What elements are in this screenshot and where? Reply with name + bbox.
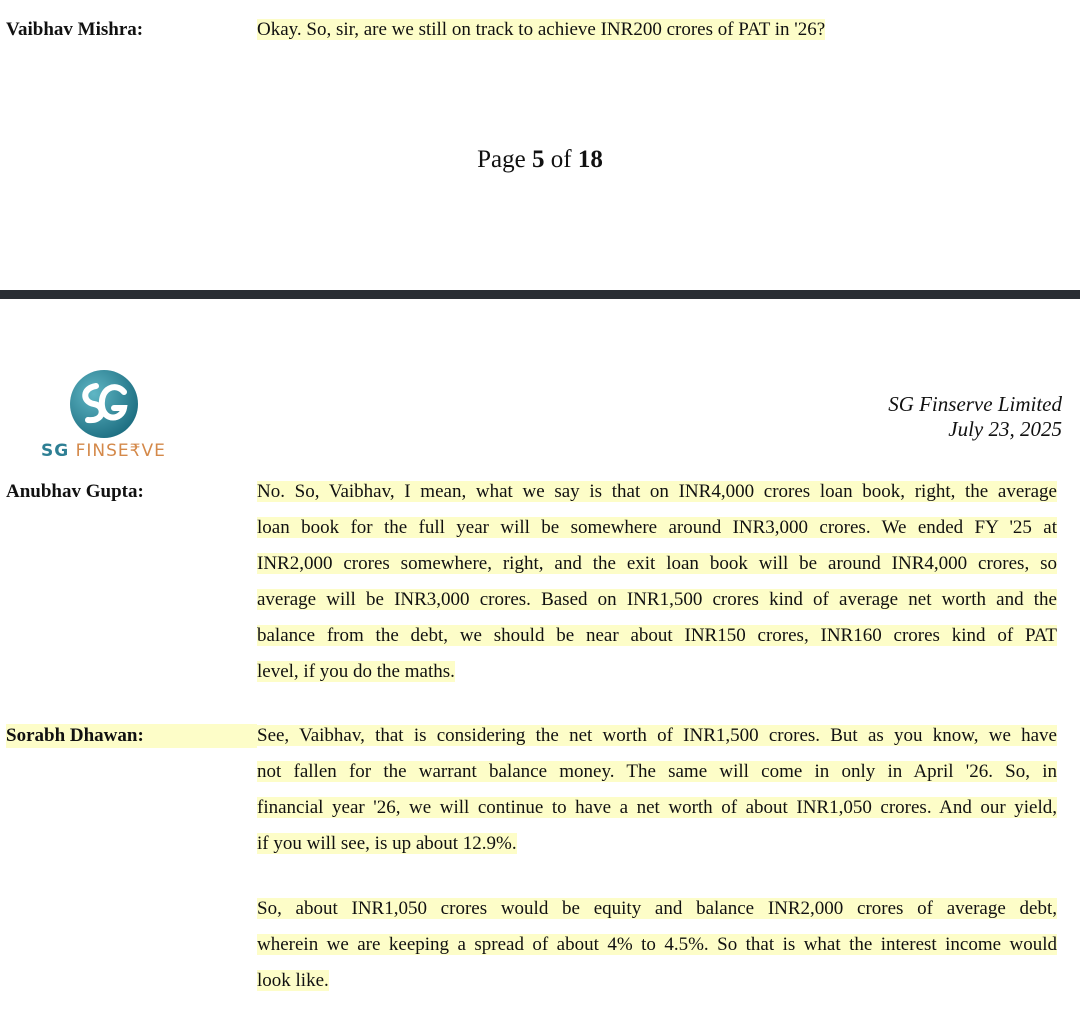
answer-line: average will be INR3,000 crores. Based on INR1,500 crores kind of average net worth and the [257,589,1057,610]
page-of: of [544,146,578,173]
question-text [257,18,825,42]
logo-wordmark-rest: FINSE₹VE [75,441,166,461]
answer-line: So, about INR1,050 crores would be equity and balance INR2,000 crores of average debt, [257,898,1057,919]
answer-line: look like. [257,970,329,991]
page-prefix: Page [477,146,533,173]
sg-logo-icon [68,368,140,440]
logo-wordmark-sg: SG [41,441,70,461]
logo-wordmark [41,441,166,461]
speaker-sorabh-dhawan [6,724,257,748]
page-total: 18 [577,146,603,173]
answer-line: financial year '26, we will continue to have a net worth of about INR1,050 crores. And our yield, [257,797,1057,818]
page-divider [0,290,1080,299]
answer-line: No. So, Vaibhav, I mean, what we say is that on INR4,000 crores loan book, right, the average [257,481,1057,502]
answer-line: INR2,000 crores somewhere, right, and the exit loan book will be around INR4,000 crores, so [257,553,1057,574]
question-text-content: Okay. So, sir, are we still on track to achieve INR200 crores of PAT in '26? [257,19,826,40]
answer-line: wherein we are keeping a spread of about 4% to 4.5%. So that is what the interest income would [257,934,1057,955]
page-number [0,144,1080,176]
speaker-anubhav-gupta: Anubhav Gupta: [6,481,144,502]
sorabh-answer [257,718,1057,862]
page-current: 5 [532,146,545,173]
answer-line: balance from the debt, we should be near about INR150 crores, INR160 crores kind of PAT [257,625,1057,646]
answer-line: level, if you do the maths. [257,661,455,682]
speaker-sorabh-dhawan-label: Sorabh Dhawan: [6,724,257,748]
answer-line: if you will see, is up about 12.9%. [257,833,517,854]
answer-line: See, Vaibhav, that is considering the net worth of INR1,500 crores. But as you know, we have [257,725,1057,746]
sorabh-answer-continued [257,891,1057,999]
answer-line: loan book for the full year will be somewhere around INR3,000 crores. We ended FY '25 at [257,517,1057,538]
speaker-vaibhav-mishra: Vaibhav Mishra: [6,19,144,40]
answer-line: not fallen for the warrant balance money. The same will come in only in April '26. So, in [257,761,1057,782]
company-name: SG Finserve Limited [888,392,1062,416]
transcript-date: July 23, 2025 [948,417,1062,441]
anubhav-answer [257,474,1057,690]
company-header [888,392,1062,442]
